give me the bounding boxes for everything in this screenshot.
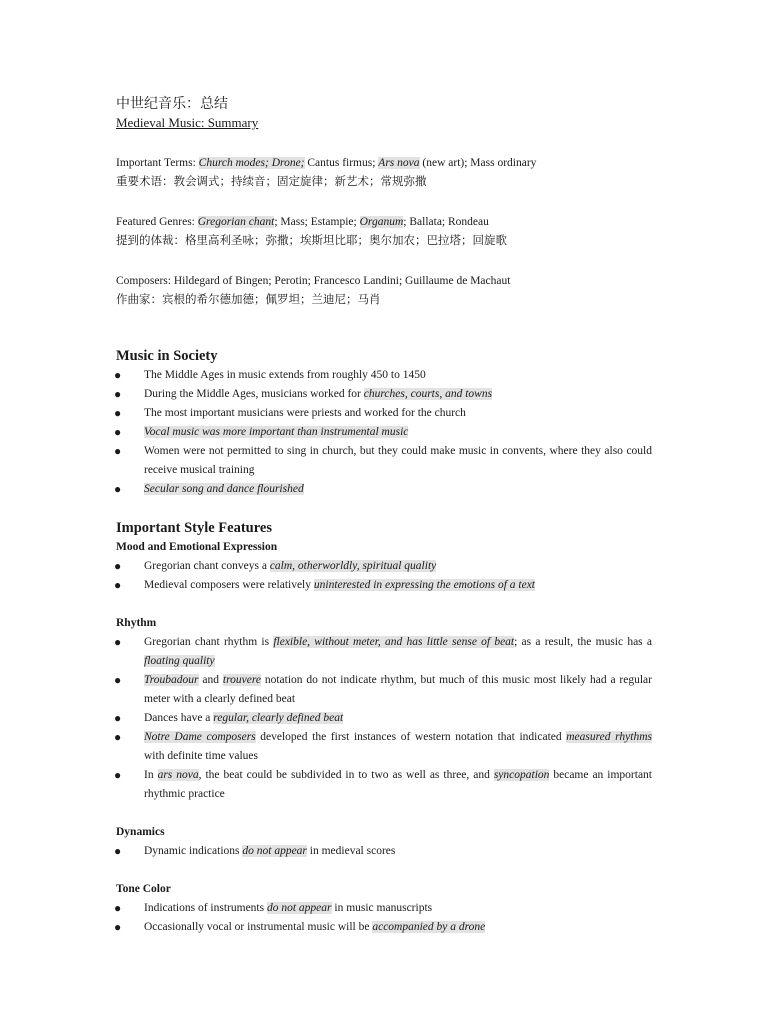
composers-chinese: 作曲家：宾根的希尔德加德；佩罗坦；兰迪尼；马肖 <box>116 294 381 306</box>
item-text: ; as a result, the music has a <box>514 636 652 648</box>
list-item <box>116 709 652 728</box>
highlight: Notre Dame composers <box>144 731 256 743</box>
bullet-icon: ● <box>114 578 122 592</box>
section-heading-music-in-society: Music in Society <box>116 348 218 364</box>
rhythm-list <box>116 633 652 804</box>
terms-text: (new art); Mass ordinary <box>419 157 537 169</box>
bullet-icon: ● <box>114 844 122 858</box>
bullet-icon: ● <box>114 673 122 687</box>
item-text: notation do not indicate rhythm, but much of this music most likely had a regular meter with a clearly defined beat <box>144 674 652 705</box>
list-item <box>116 728 652 766</box>
genres-english <box>116 213 652 232</box>
highlight: calm, otherworldly, spiritual quality <box>269 560 437 572</box>
bullet-icon: ● <box>114 406 122 420</box>
item-text: with definite time values <box>144 750 259 762</box>
mood-list <box>116 557 652 595</box>
subheading-dynamics: Dynamics <box>116 826 165 838</box>
terms-english <box>116 154 652 173</box>
highlight: Vocal music was more important than instrumental music <box>144 426 409 438</box>
item-text: , the beat could be subdivided in to two as well as three, and <box>198 769 494 781</box>
bullet-icon: ● <box>114 768 122 782</box>
highlight: Church modes; Drone; <box>198 157 305 169</box>
list-item <box>116 671 652 709</box>
bullet-icon: ● <box>114 901 122 915</box>
document-content <box>116 96 652 937</box>
item-text: During the Middle Ages, musicians worked for <box>144 388 364 400</box>
highlight: Secular song and dance flourished <box>144 483 304 495</box>
highlight: Gregorian chant <box>197 216 275 228</box>
highlight: syncopation <box>493 769 550 781</box>
list-item <box>116 842 652 861</box>
list-item <box>116 899 652 918</box>
highlight: uninterested in expressing the emotions of a text <box>313 579 536 591</box>
item-text: Gregorian chant rhythm is <box>144 636 274 648</box>
highlight: floating quality <box>144 655 215 667</box>
genres-text: ; Ballata; Rondeau <box>403 216 489 228</box>
highlight: measured rhythms <box>566 731 652 743</box>
dynamics-list <box>116 842 652 861</box>
title-chinese: 中世纪音乐：总结 <box>116 97 228 112</box>
list-item <box>116 480 652 499</box>
composers-english: Composers: Hildegard of Bingen; Perotin; Francesco Landini; Guillaume de Machaut <box>116 275 511 287</box>
list-item <box>116 423 652 442</box>
list-item <box>116 404 652 423</box>
item-text: in medieval scores <box>306 845 396 857</box>
highlight: Ars nova <box>378 157 420 169</box>
highlight: trouvere <box>222 674 261 686</box>
item-text: In <box>144 769 158 781</box>
bullet-icon: ● <box>114 920 122 934</box>
bullet-icon: ● <box>114 368 122 382</box>
item-text: Medieval composers were relatively <box>144 579 314 591</box>
bullet-icon: ● <box>114 444 122 458</box>
list-item <box>116 576 652 595</box>
society-list <box>116 366 652 499</box>
item-text: Dynamic indications <box>144 845 243 857</box>
bullet-icon: ● <box>114 730 122 744</box>
item-text: developed the first instances of western notation that indicated <box>255 731 567 743</box>
terms-label: Important Terms: <box>116 157 199 169</box>
bullet-icon: ● <box>114 559 122 573</box>
highlight: Troubadour <box>144 674 199 686</box>
genres-text: ; Mass; Estampie; <box>274 216 360 228</box>
title-english: Medieval Music: Summary <box>116 115 259 130</box>
item-text: and <box>198 674 223 686</box>
highlight: flexible, without meter, and has little sense of beat <box>273 636 515 648</box>
item-text: became an important rhythmic practice <box>144 769 653 800</box>
highlight: accompanied by a drone <box>372 921 486 933</box>
item-text: Women were not permitted to sing in church, but they could make music in convents, where they also could receive musical training <box>144 445 652 476</box>
genres-label: Featured Genres: <box>116 216 198 228</box>
genres-chinese: 提到的体裁：格里高利圣咏；弥撒；埃斯坦比耶；奥尔加农；巴拉塔；回旋歌 <box>116 235 507 247</box>
highlight: churches, courts, and towns <box>363 388 493 400</box>
list-item <box>116 918 652 937</box>
subheading-mood: Mood and Emotional Expression <box>116 541 278 553</box>
highlight: do not appear <box>266 902 332 914</box>
item-text: in music manuscripts <box>331 902 433 914</box>
subheading-tone-color: Tone Color <box>116 883 171 895</box>
item-text: The Middle Ages in music extends from roughly 450 to 1450 <box>144 369 426 381</box>
bullet-icon: ● <box>114 387 122 401</box>
highlight: regular, clearly defined beat <box>213 712 344 724</box>
terms-chinese: 重要术语：教会调式；持续音；固定旋律；新艺术；常规弥撒 <box>116 176 427 188</box>
list-item <box>116 766 652 804</box>
composers <box>116 272 652 310</box>
item-text: The most important musicians were priests and worked for the church <box>144 407 466 419</box>
bullet-icon: ● <box>114 482 122 496</box>
bullet-icon: ● <box>114 635 122 649</box>
list-item <box>116 366 652 385</box>
item-text: Gregorian chant conveys a <box>144 560 270 572</box>
highlight: do not appear <box>242 845 307 857</box>
highlight: ars nova <box>157 769 199 781</box>
item-text: Occasionally vocal or instrumental music will be <box>144 921 373 933</box>
featured-genres <box>116 213 652 251</box>
tone-color-list <box>116 899 652 937</box>
subheading-rhythm: Rhythm <box>116 617 157 629</box>
list-item <box>116 633 652 671</box>
terms-text: Cantus firmus; <box>304 157 379 169</box>
list-item <box>116 442 652 480</box>
bullet-icon: ● <box>114 425 122 439</box>
important-terms <box>116 154 652 192</box>
bullet-icon: ● <box>114 711 122 725</box>
item-text: Indications of instruments <box>144 902 267 914</box>
list-item <box>116 557 652 576</box>
section-heading-style-features: Important Style Features <box>116 520 272 536</box>
item-text: Dances have a <box>144 712 214 724</box>
list-item <box>116 385 652 404</box>
highlight: Organum <box>359 216 404 228</box>
